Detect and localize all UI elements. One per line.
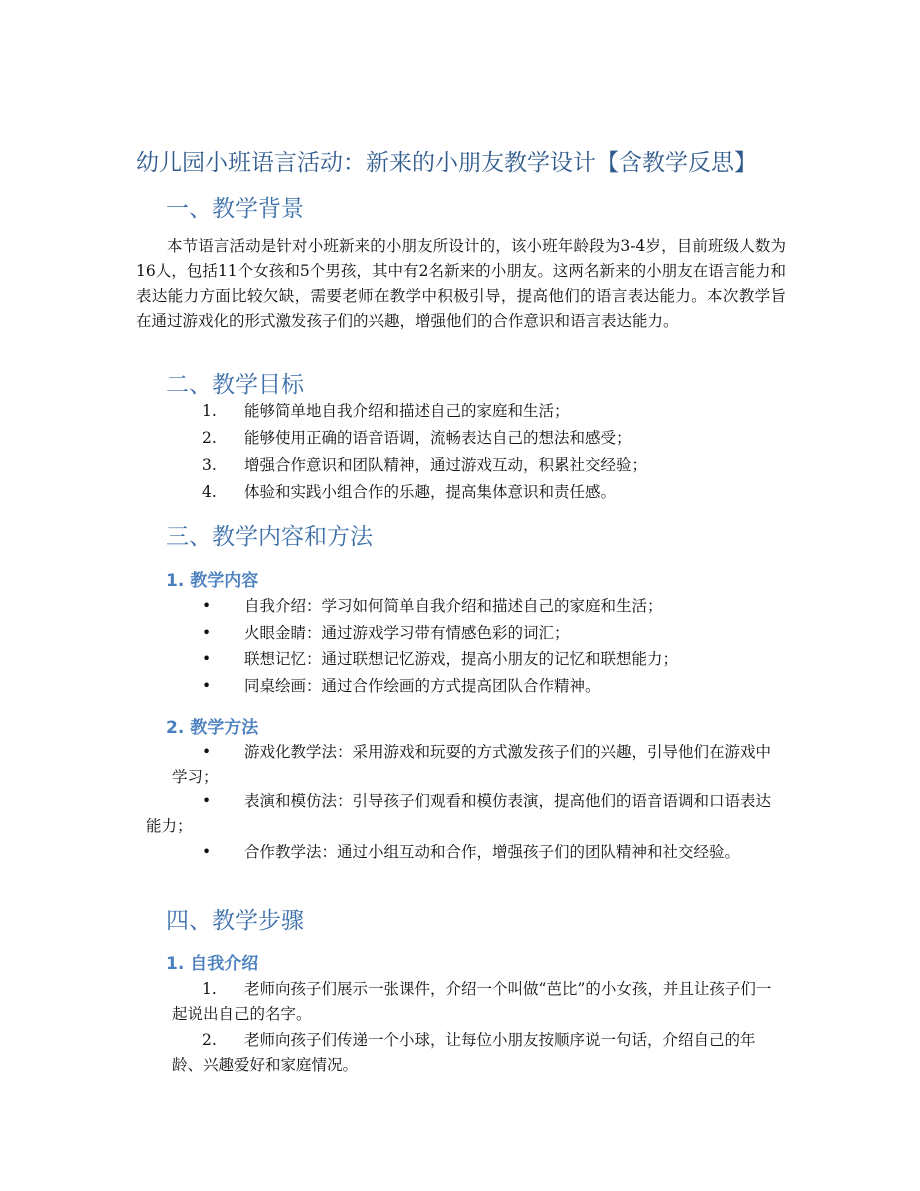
list-item-text: 能够简单地自我介绍和描述自己的家庭和生活； bbox=[244, 402, 570, 420]
list-item bbox=[172, 977, 786, 1027]
bullet-marker: • bbox=[202, 792, 212, 810]
list-item bbox=[146, 789, 786, 839]
bullet-marker: • bbox=[202, 743, 212, 761]
list-item bbox=[172, 647, 786, 672]
list-item bbox=[172, 480, 786, 505]
list-marker: 1. bbox=[202, 980, 217, 998]
bullet-marker: • bbox=[202, 624, 212, 642]
subheading-self-introduction: 1. 自我介绍 bbox=[166, 954, 259, 974]
list-item-text: 同桌绘画：通过合作绘画的方式提高团队合作精神。 bbox=[244, 677, 601, 695]
list-item bbox=[172, 674, 786, 699]
list-item bbox=[172, 621, 786, 646]
list-item-text: 合作教学法：通过小组互动和合作，增强孩子们的团队精神和社交经验。 bbox=[244, 843, 741, 861]
section-heading-steps: 四、教学步骤 bbox=[166, 908, 304, 934]
list-item bbox=[172, 426, 786, 451]
bullet-marker: • bbox=[202, 597, 212, 615]
list-item-text: 游戏化教学法：采用游戏和玩耍的方式激发孩子们的兴趣，引导他们在游戏中学习； bbox=[172, 743, 772, 786]
section-heading-content-methods: 三、教学内容和方法 bbox=[166, 524, 373, 550]
list-item bbox=[172, 740, 786, 790]
bullet-marker: • bbox=[202, 843, 212, 861]
list-marker: 3. bbox=[202, 456, 217, 474]
list-item bbox=[172, 399, 786, 424]
document-title: 幼儿园小班语言活动：新来的小朋友教学设计【含教学反思】 bbox=[136, 150, 757, 176]
list-item bbox=[172, 1028, 786, 1078]
list-item-text: 老师向孩子们传递一个小球，让每位小朋友按顺序说一句话，介绍自己的年龄、兴趣爱好和家庭情况。 bbox=[172, 1031, 756, 1074]
section-heading-objectives: 二、教学目标 bbox=[166, 372, 304, 398]
list-item-text: 自我介绍：学习如何简单自我介绍和描述自己的家庭和生活； bbox=[244, 597, 663, 615]
list-item bbox=[172, 840, 786, 865]
list-item-text: 体验和实践小组合作的乐趣，提高集体意识和责任感。 bbox=[244, 483, 617, 501]
bullet-marker: • bbox=[202, 650, 212, 668]
bullet-marker: • bbox=[202, 677, 212, 695]
subheading-methods: 2. 教学方法 bbox=[166, 718, 259, 738]
list-item-text: 增强合作意识和团队精神，通过游戏互动，积累社交经验； bbox=[244, 456, 648, 474]
list-marker: 2. bbox=[202, 1031, 217, 1049]
list-item-text: 能够使用正确的语音语调，流畅表达自己的想法和感受； bbox=[244, 429, 632, 447]
list-item-text: 联想记忆：通过联想记忆游戏，提高小朋友的记忆和联想能力； bbox=[244, 650, 679, 668]
list-item-text: 老师向孩子们展示一张课件，介绍一个叫做“芭比”的小女孩，并且让孩子们一起说出自己的名字。 bbox=[172, 980, 772, 1023]
list-item bbox=[172, 594, 786, 619]
list-marker: 1. bbox=[202, 402, 217, 420]
list-item-text: 火眼金睛：通过游戏学习带有情感色彩的词汇； bbox=[244, 624, 570, 642]
list-item-text: 表演和模仿法：引导孩子们观看和模仿表演，提高他们的语音语调和口语表达能力； bbox=[146, 792, 772, 835]
list-marker: 4. bbox=[202, 483, 217, 501]
list-item bbox=[172, 453, 786, 478]
section-heading-background: 一、教学背景 bbox=[166, 196, 304, 222]
subheading-content: 1. 教学内容 bbox=[166, 571, 259, 591]
list-marker: 2. bbox=[202, 429, 217, 447]
background-paragraph: 本节语言活动是针对小班新来的小朋友所设计的，该小班年龄段为3-4岁，目前班级人数为16人，包括11个女孩和5个男孩，其中有2名新来的小朋友。这两名新来的小朋友在语言能力和表达能力方面比较欠缺，需要老师在教学中积极引导，提高他们的语言表达能力。本次教学旨在通过游戏化的形式激发孩子们的兴趣，增强他们的合作意识和语言表达能力。 bbox=[136, 237, 786, 330]
